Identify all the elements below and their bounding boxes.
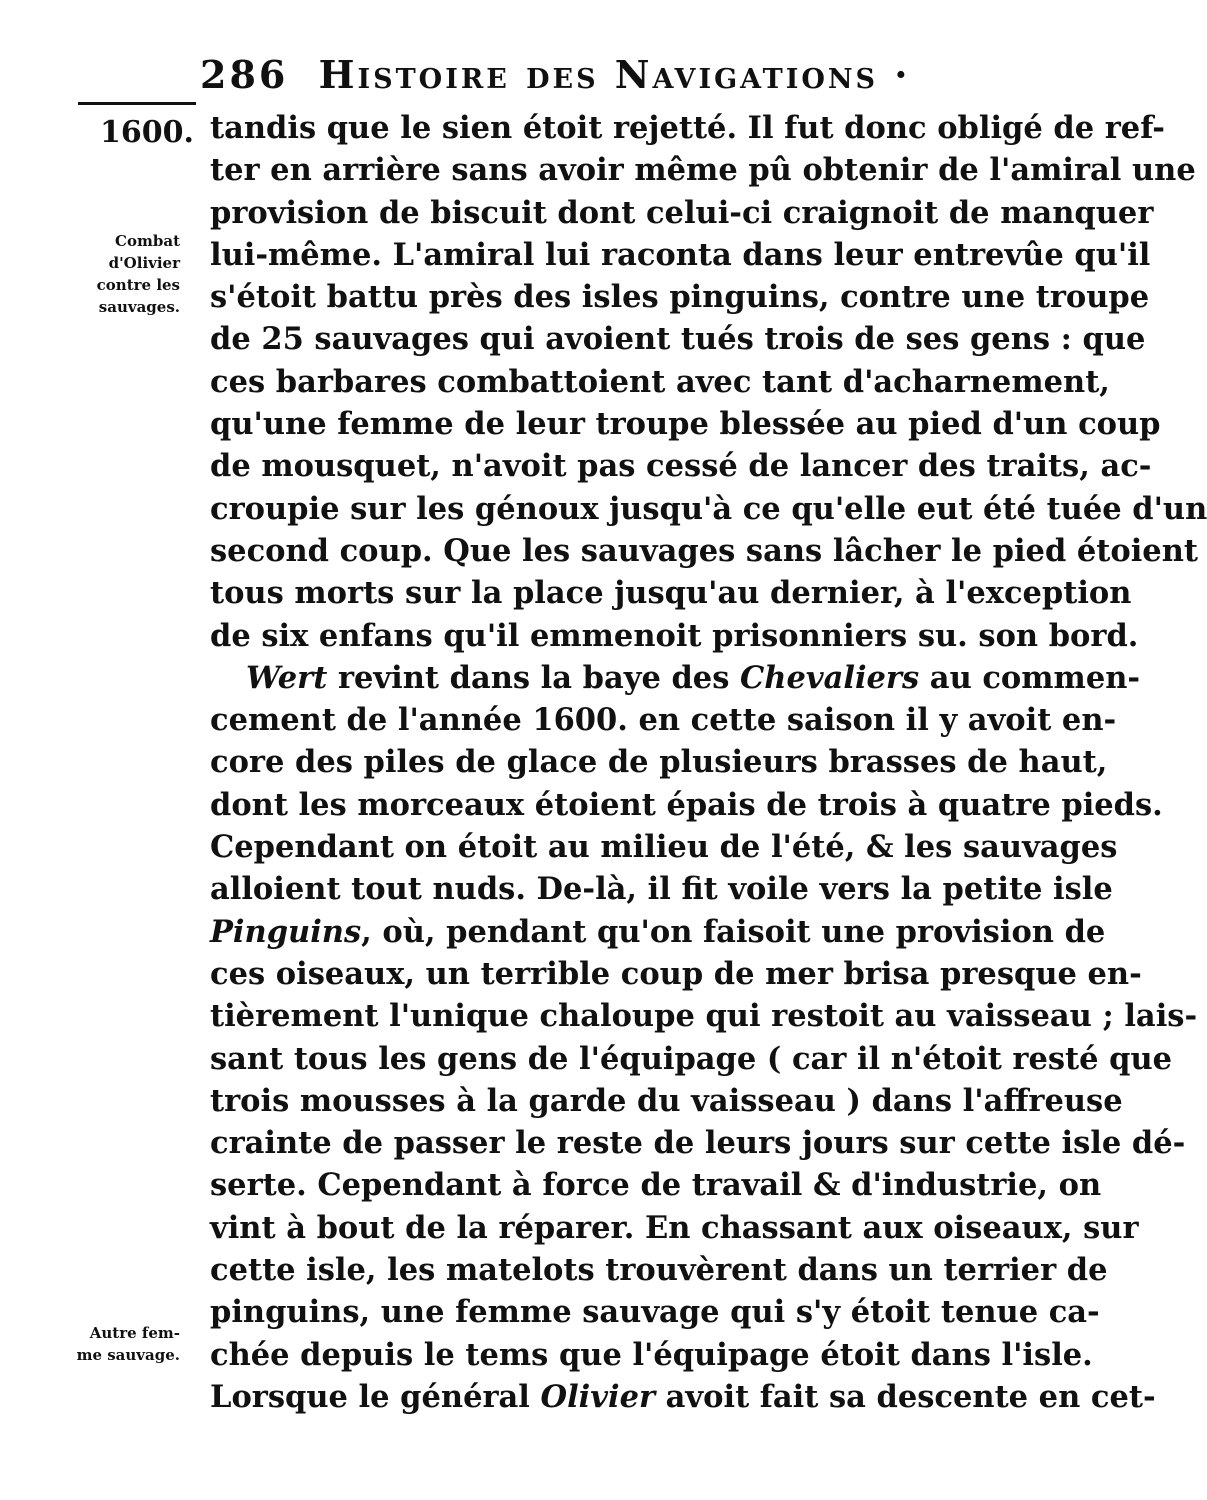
text-run: revint dans la baye des: [327, 659, 741, 696]
text-run: sant tous les gens de l'équipage ( car il n'étoit resté que: [210, 1040, 1173, 1077]
text-run: second coup. Que les sauvages sans lâcher le pied étoient: [210, 532, 1198, 569]
text-line: [210, 488, 1207, 530]
text-run: tièrement l'unique chaloupe qui restoit au vaisseau ; lais-: [210, 998, 1198, 1035]
text-run: dont les morceaux étoient épais de trois à quatre pieds.: [210, 786, 1163, 823]
text-run: tous morts sur la place jusqu'au dernier, à l'exception: [210, 575, 1132, 612]
text-run: serte. Cependant à force de travail & d'industrie, on: [210, 1167, 1102, 1204]
text-run: core des piles de glace de plusieurs brasses de haut,: [210, 744, 1108, 781]
margin-note-line: contre les: [96, 276, 180, 294]
text-run: cette isle, les matelots trouvèrent dans un terrier de: [210, 1252, 1108, 1289]
running-header: [200, 52, 980, 97]
text-line: [210, 1207, 1139, 1249]
margin-note-line: d'Olivier: [108, 254, 180, 272]
text-line: [210, 530, 1198, 572]
text-line: [210, 1291, 1100, 1333]
text-run: croupie sur les génoux jusqu'à ce qu'elle eut été tuée d'un: [210, 490, 1207, 527]
text-line: [210, 403, 1161, 445]
margin-note-line: Combat: [115, 232, 180, 250]
text-run: de 25 sauvages qui avoient tués trois de ses gens : que: [210, 321, 1146, 358]
text-line: [210, 699, 1117, 741]
text-line: [210, 234, 1151, 276]
text-run: avoit fait sa descente en cet-: [655, 1378, 1156, 1415]
italic-name: Chevaliers: [740, 659, 920, 696]
text-line: [210, 784, 1163, 826]
text-line: [210, 445, 1152, 487]
text-line: [210, 361, 1110, 403]
text-run: de mousquet, n'avoit pas cessé de lancer des traits, ac-: [210, 448, 1152, 485]
running-title: Histoire des Navigations ·: [318, 52, 911, 97]
text-line: [210, 1080, 1123, 1122]
margin-note-line: Autre fem-: [89, 1324, 180, 1342]
text-line: [210, 741, 1108, 783]
text-run: alloient tout nuds. De-là, il fit voile vers la petite isle: [210, 871, 1113, 908]
margin-note-combat: [70, 230, 180, 318]
text-run: ter en arrière sans avoir même pû obtenir de l'amiral une: [210, 152, 1196, 189]
text-run: trois mousses à la garde du vaisseau ) dans l'affreuse: [210, 1082, 1123, 1119]
text-line: [210, 1038, 1173, 1080]
italic-name: Olivier: [540, 1378, 656, 1415]
margin-note-line: sauvages.: [98, 298, 180, 316]
body-text: [210, 107, 1207, 1418]
text-line: [210, 953, 1142, 995]
text-run: provision de biscuit dont celui-ci craignoit de manquer: [210, 194, 1154, 231]
text-line: [210, 1249, 1108, 1291]
text-line: [210, 657, 1141, 699]
text-run: , où, pendant qu'on faisoit une provision de: [361, 913, 1106, 950]
text-run: Cependant on étoit au milieu de l'été, & les sauvages: [210, 829, 1118, 866]
text-line: [210, 1376, 1156, 1418]
text-run: qu'une femme de leur troupe blessée au pied d'un coup: [210, 406, 1161, 443]
text-line: [210, 572, 1132, 614]
text-line: [210, 107, 1165, 149]
text-line: [210, 1122, 1186, 1164]
text-run: chée depuis le tems que l'équipage étoit dans l'isle.: [210, 1336, 1093, 1373]
text-run: ces barbares combattoient avec tant d'acharnement,: [210, 363, 1110, 400]
italic-name: Pinguins: [210, 913, 362, 950]
text-run: cement de l'année 1600. en cette saison il y avoit en-: [210, 702, 1117, 739]
text-line: [210, 868, 1113, 910]
text-line: [210, 318, 1146, 360]
text-line: [210, 149, 1196, 191]
text-line: [210, 615, 1139, 657]
text-line: [210, 1164, 1102, 1206]
text-run: pinguins, une femme sauvage qui s'y étoit tenue ca-: [210, 1294, 1100, 1331]
margin-note-line: me sauvage.: [76, 1346, 180, 1364]
text-run: Lorsque le général: [210, 1378, 541, 1415]
text-run: ces oiseaux, un terrible coup de mer brisa presque en-: [210, 955, 1142, 992]
margin-rule: [78, 102, 196, 105]
italic-name: Wert: [246, 659, 328, 696]
margin-note-autre-femme: [70, 1322, 180, 1366]
margin-year: 1600.: [100, 115, 194, 150]
text-run: s'étoit battu près des isles pinguins, contre une troupe: [210, 279, 1150, 316]
text-run: crainte de passer le reste de leurs jours sur cette isle dé-: [210, 1125, 1186, 1162]
text-run: tandis que le sien étoit rejetté. Il fut donc obligé de ref-: [210, 110, 1165, 146]
text-run: lui-même. L'amiral lui raconta dans leur entrevûe qu'il: [210, 236, 1151, 273]
text-line: [210, 911, 1106, 953]
text-line: [210, 1334, 1093, 1376]
text-line: [210, 995, 1198, 1037]
text-line: [210, 826, 1118, 868]
text-line: [210, 192, 1154, 234]
text-run: de six enfans qu'il emmenoit prisonniers su. son bord.: [210, 617, 1139, 654]
text-line: [210, 276, 1150, 318]
page-number: 286: [200, 52, 289, 97]
text-run: au commen-: [919, 659, 1141, 696]
text-run: vint à bout de la réparer. En chassant aux oiseaux, sur: [210, 1209, 1139, 1246]
